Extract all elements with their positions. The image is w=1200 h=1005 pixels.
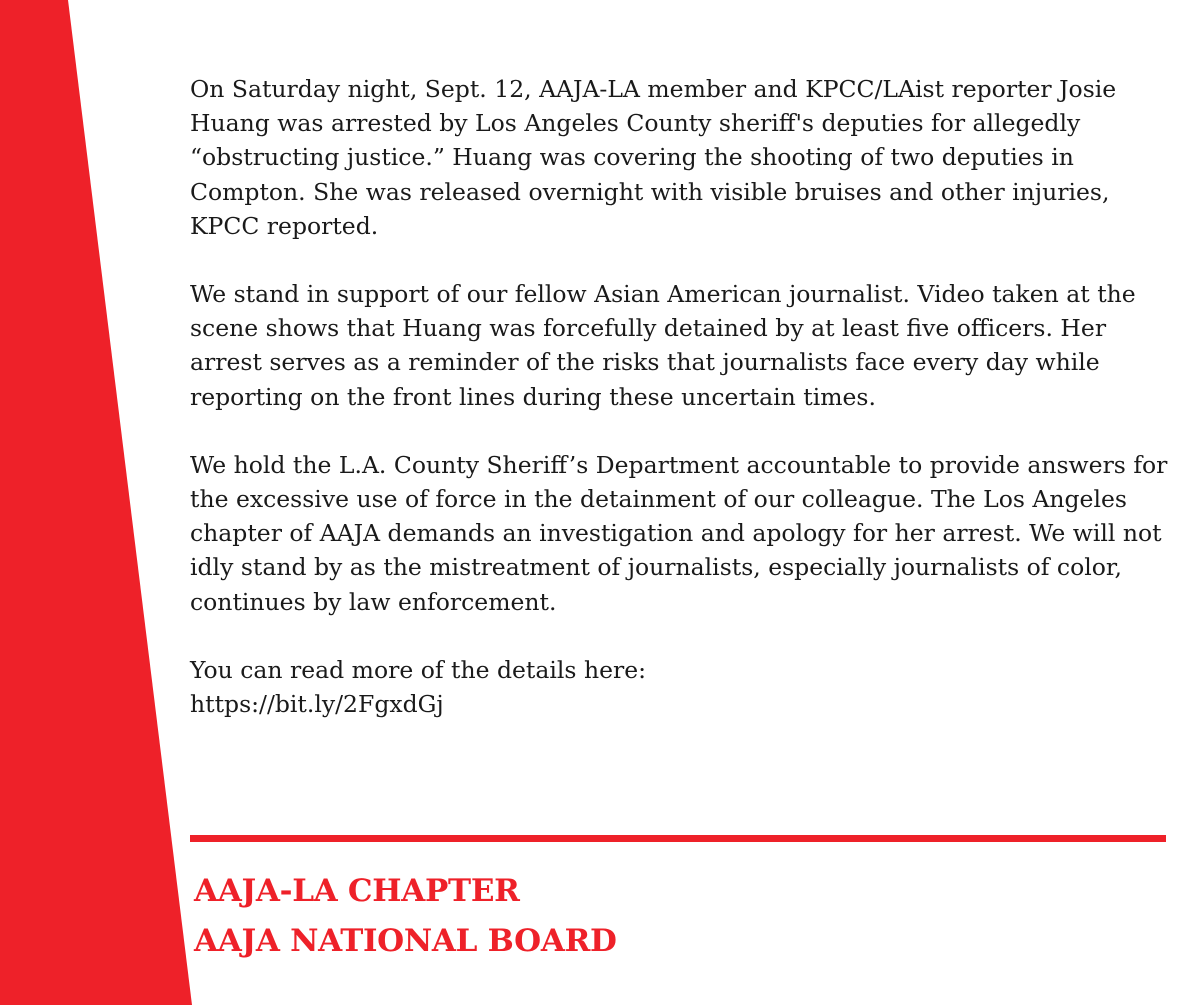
statement-paragraph-3: We hold the L.A. County Sheriff’s Department accountable to provide answers for the excessive use of force in the detainment of our colleague. The Los Angeles chapter of AAJA demands an investigation and apology for her arrest. We will not idly stand by as the mistreatment of journalists, especially journalists of color, continues by law enforcement. [190,450,1168,616]
signature-chapter: AAJA-LA CHAPTER [194,873,520,909]
read-more-block [190,653,1170,721]
statement-body [190,72,1170,721]
details-link[interactable]: https://bit.ly/2FgxdGj [190,690,444,719]
statement-paragraph-2: We stand in support of our fellow Asian American journalist. Video taken at the scene shows that Huang was forcefully detained by at least five officers. Her arrest serves as a reminder of the risks that journalists face every day while reporting on the front lines during these uncertain times. [190,280,1136,411]
signature-divider [190,835,1166,842]
statement-paragraph-1: On Saturday night, Sept. 12, AAJA-LA member and KPCC/LAist reporter Josie Huang was arrested by Los Angeles County sheriff's deputies for allegedly “obstructing justice.” Huang was covering the shooting of two deputies in Compton. She was released overnight with visible bruises and other injuries, KPCC reported. [190,75,1117,240]
signature-national-board: AAJA NATIONAL BOARD [194,923,617,959]
read-more-text: You can read more of the details here: [190,655,647,684]
signature-block [194,866,617,966]
red-accent-wedge [0,0,200,1005]
